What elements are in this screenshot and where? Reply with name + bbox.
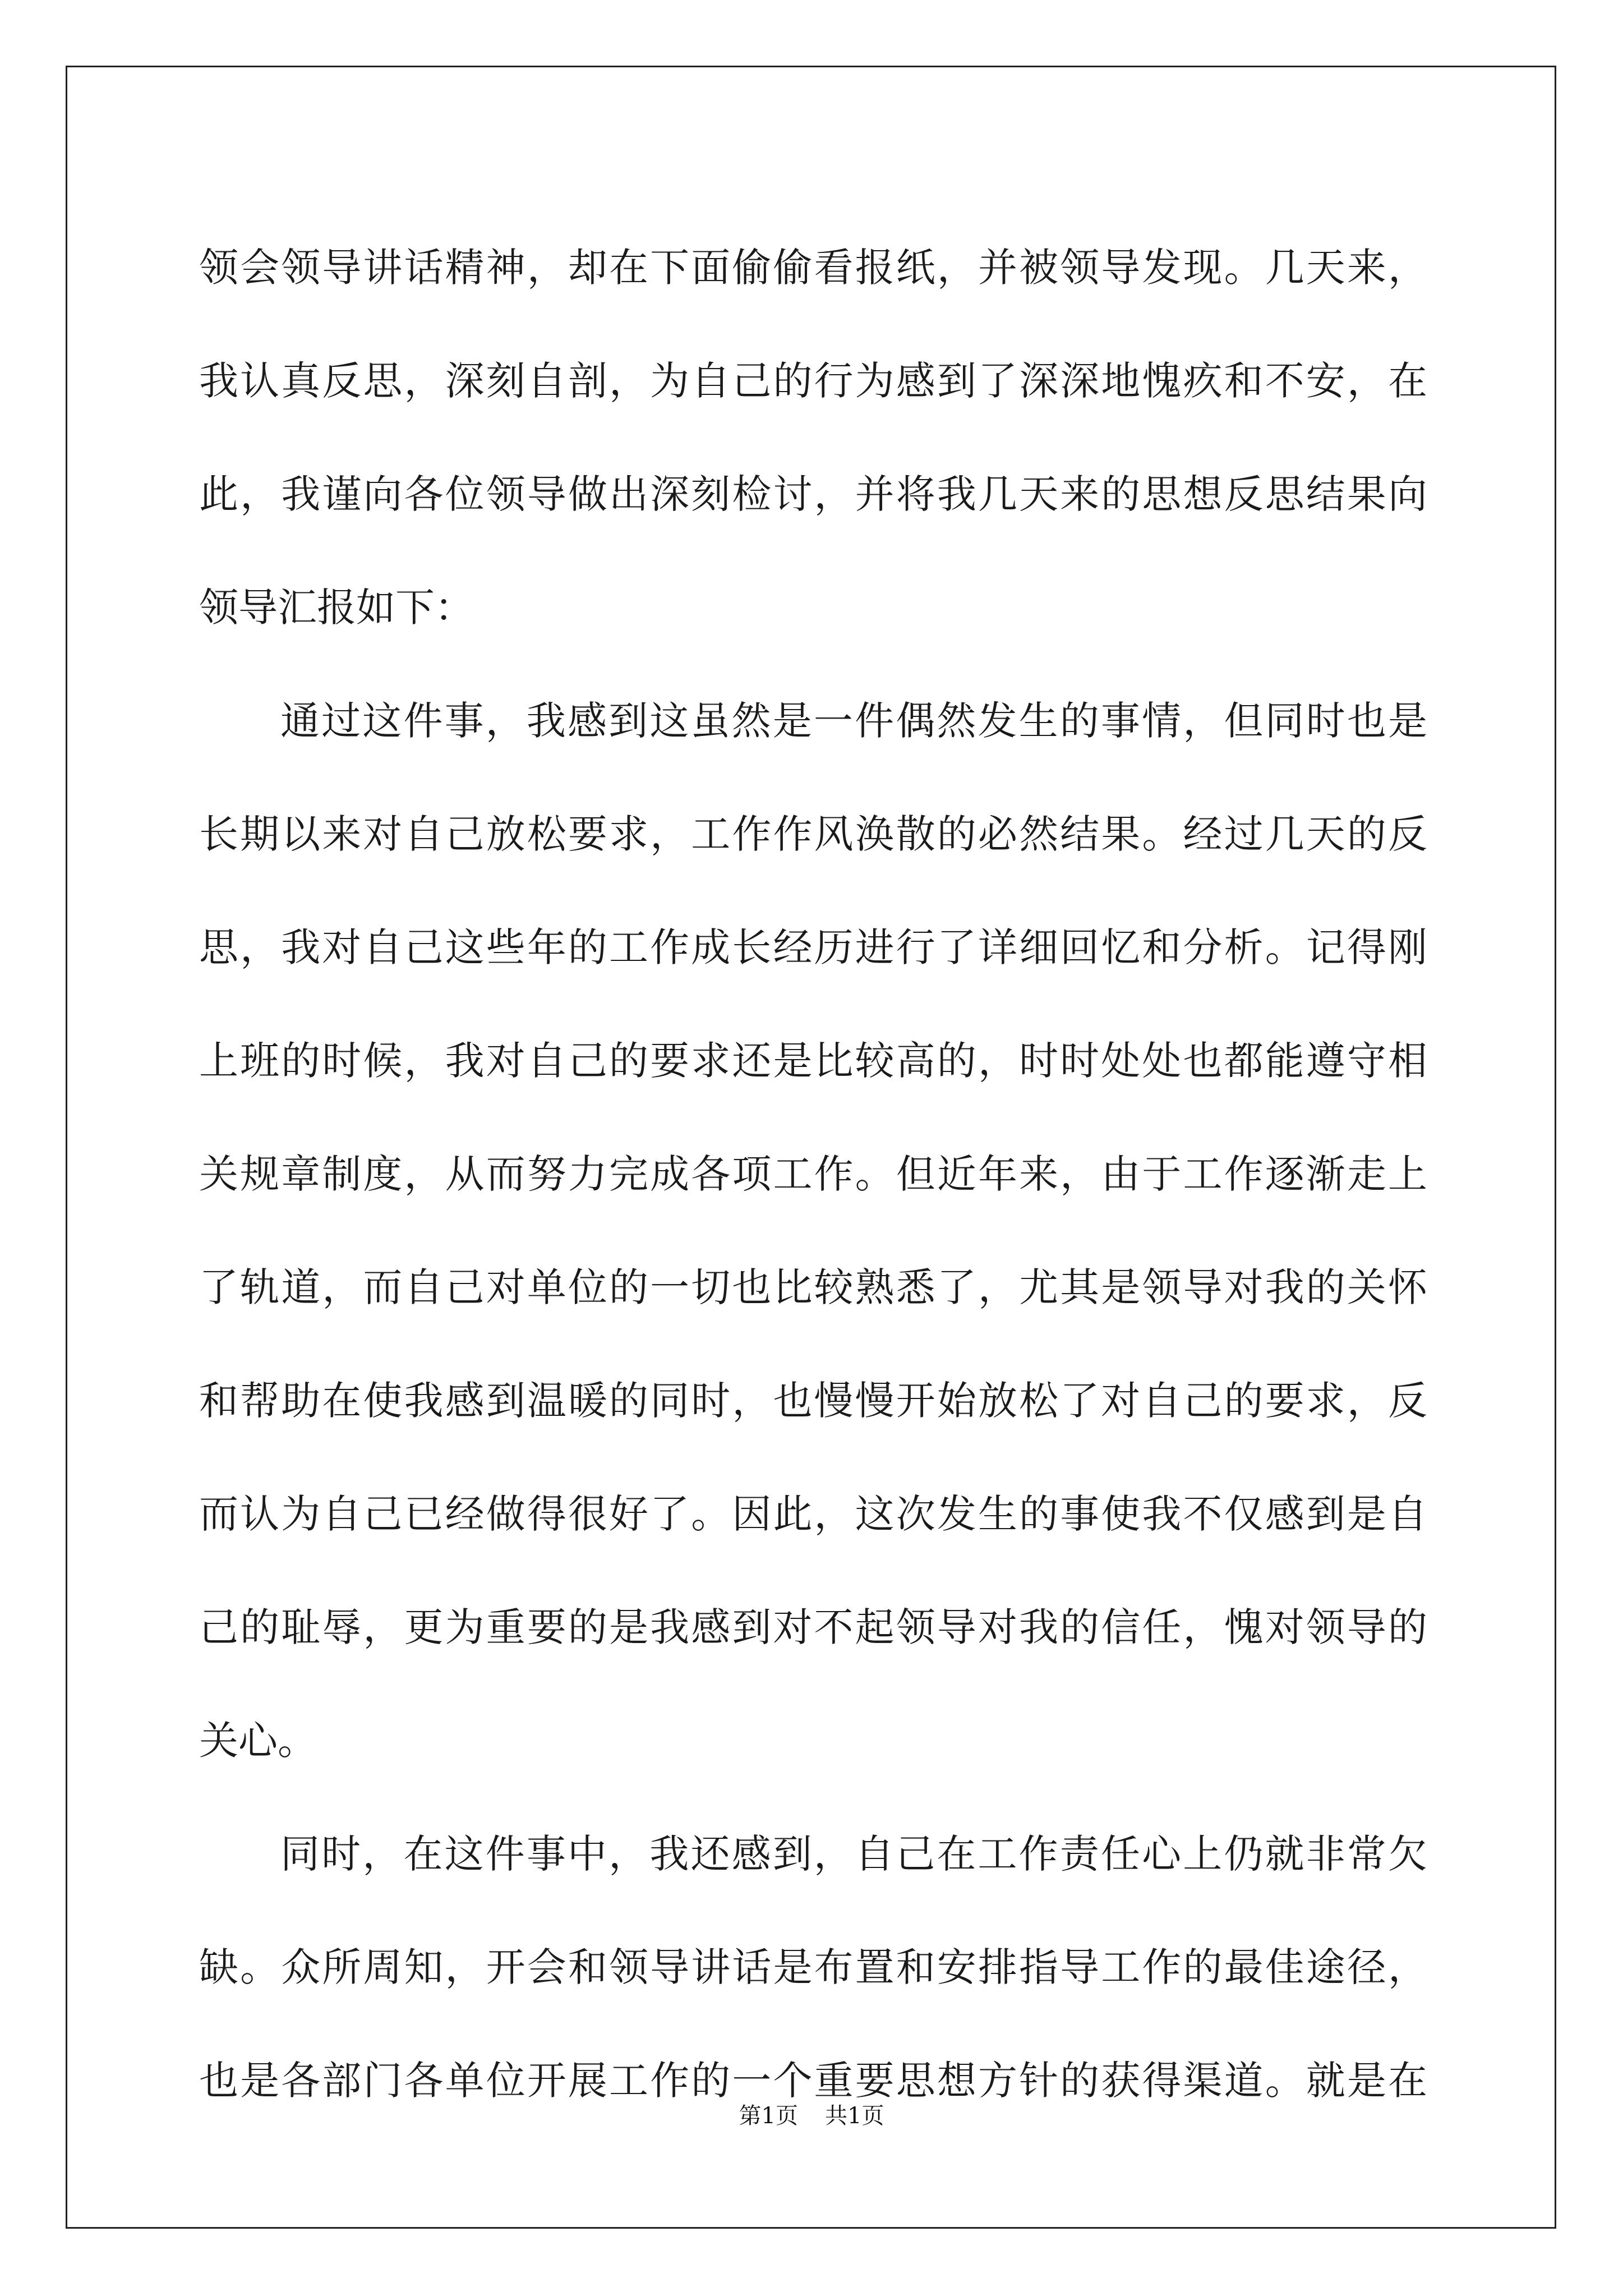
text-line-10: 了轨道，而自己对单位的一切也比较熟悉了，尤其是领导对我的关怀 (199, 1264, 1427, 1310)
text-line-2: 我认真反思，深刻自剖，为自己的行为感到了深深地愧疚和不安，在 (199, 358, 1427, 404)
text-line-5: 通过这件事，我感到这虽然是一件偶然发生的事情，但同时也是 (280, 698, 1427, 744)
text-line-6: 长期以来对自己放松要求，工作作风涣散的必然结果。经过几天的反 (199, 811, 1427, 857)
page-footer (0, 2099, 1623, 2133)
text-line-1: 领会领导讲话精神，却在下面偷偷看报纸，并被领导发现。几天来， (199, 245, 1427, 291)
text-line-12: 而认为自己已经做得很好了。因此，这次发生的事使我不仅感到是自 (199, 1491, 1427, 1537)
page-total: 共1页 (825, 2103, 884, 2129)
document-body (199, 211, 1427, 2137)
text-line-3: 此，我谨向各位领导做出深刻检讨，并将我几天来的思想反思结果向 (199, 471, 1427, 517)
text-line-14: 关心。 (199, 1718, 317, 1764)
text-line-16: 缺。众所周知，开会和领导讲话是布置和安排指导工作的最佳途径， (199, 1944, 1427, 1990)
text-line-15: 同时，在这件事中，我还感到，自己在工作责任心上仍就非常欠 (280, 1831, 1427, 1877)
text-line-9: 关规章制度，从而努力完成各项工作。但近年来，由于工作逐渐走上 (199, 1151, 1427, 1197)
text-line-8: 上班的时候，我对自己的要求还是比较高的，时时处处也都能遵守相 (199, 1038, 1427, 1084)
text-line-13: 己的耻辱，更为重要的是我感到对不起领导对我的信任，愧对领导的 (199, 1604, 1427, 1650)
text-line-4: 领导汇报如下： (199, 585, 474, 631)
page-number: 第1页 (739, 2103, 798, 2129)
text-line-17: 也是各部门各单位开展工作的一个重要思想方针的获得渠道。就是在 (199, 2058, 1427, 2104)
text-line-11: 和帮助在使我感到温暖的同时，也慢慢开始放松了对自己的要求，反 (199, 1378, 1427, 1424)
text-line-7: 思，我对自己这些年的工作成长经历进行了详细回忆和分析。记得刚 (199, 924, 1427, 970)
